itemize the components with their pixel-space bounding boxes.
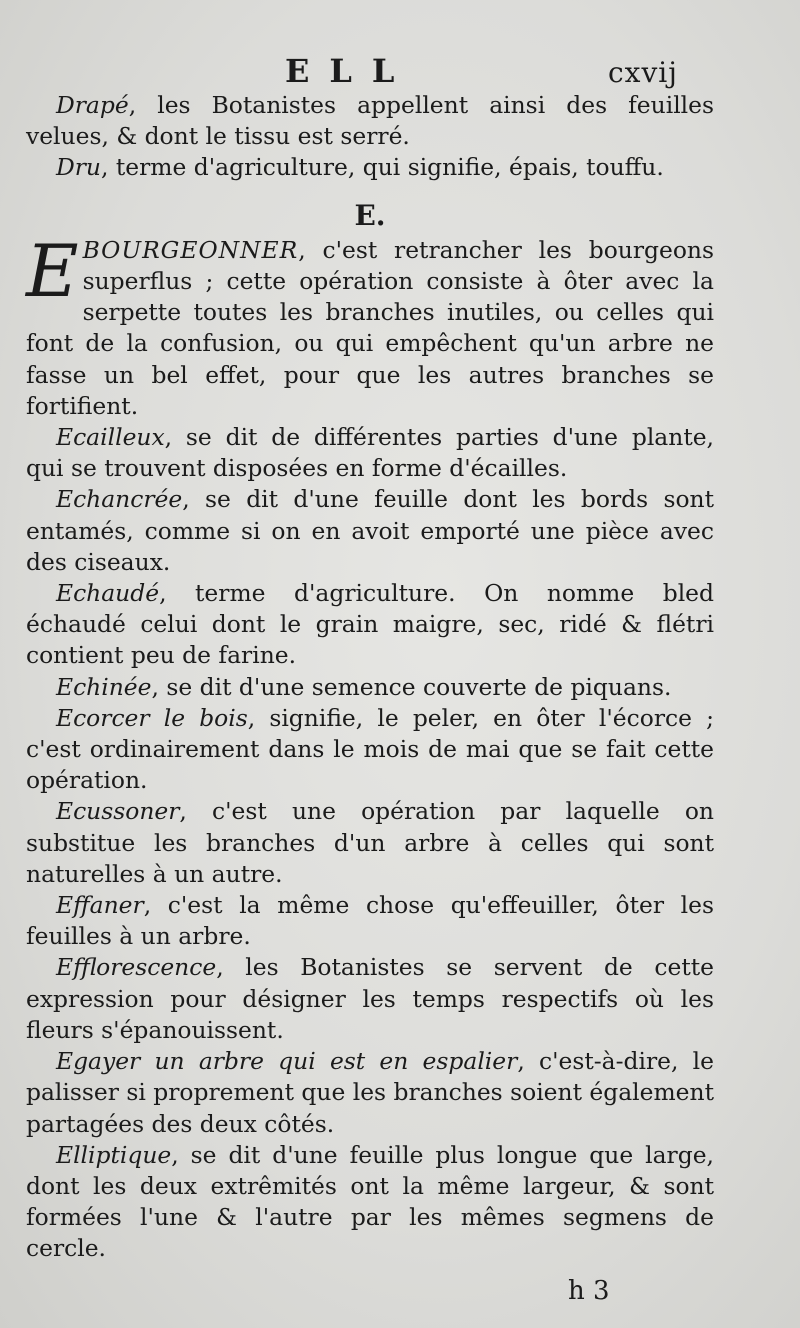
entry-text: , se dit d'une feuille dont les bords sont entamés, comme si on en avoit emporté une pièce avec des ciseaux. (26, 485, 714, 576)
entry-item (26, 952, 714, 1046)
entry-term: Ecorcer le bois (56, 703, 248, 732)
entry-term: Drapé (56, 91, 129, 119)
entry-text: , se dit de différentes parties d'une plante, qui se trouvent disposées en forme d'écailles. (26, 423, 714, 483)
entry-term: Ecailleux (56, 423, 165, 452)
entry-item (26, 578, 714, 672)
entry-item (26, 890, 714, 952)
entry-text: , terme d'agriculture. On nomme bled échaudé celui dont le grain maigre, sec, ridé & flétri contient peu de farine. (26, 579, 714, 670)
entry-text: , terme d'agriculture, qui signifie, épais, touffu. (101, 153, 664, 182)
entry-term: Echaudé (56, 579, 160, 608)
entry-text: , c'est la même chose qu'effeuiller, ôter les feuilles à un arbre. (26, 891, 714, 951)
entry-term: Egayer un arbre qui est en espalier (56, 1047, 518, 1076)
entry-term: Ecussoner (56, 797, 180, 826)
entry-term: Elliptique (56, 1140, 172, 1169)
entry-term: Dru (56, 153, 101, 182)
signature-mark: h 3 (568, 1276, 610, 1306)
entry-item (26, 672, 714, 703)
entry-item (26, 1046, 714, 1140)
entry-text: , c'est retrancher les bourgeons superflus ; cette opération consiste à ôter avec la serpette toutes les branches inutiles, ou celles qui font de la confusion, ou qui empêchent qu'un arbre ne fasse un bel effet, pour que les autres branches se fortifient. (26, 235, 714, 420)
entry-drape (26, 90, 714, 152)
entry-text: , les Botanistes se servent de cette expression pour désigner les temps respectifs où les fleurs s'épanouissent. (26, 953, 714, 1044)
page-number: cxvij (608, 56, 678, 89)
entry-term: Echancrée (56, 485, 183, 514)
entry-text: , c'est une opération par laquelle on substitue les branches d'un arbre à celles qui sont naturelles à un autre. (26, 797, 714, 888)
entry-term: BOURGEONNER (82, 235, 299, 264)
entry-term: Efflorescence (56, 953, 217, 982)
entry-text: , se dit d'une semence couverte de piquans. (151, 672, 672, 701)
entry-item (26, 703, 714, 797)
page-body (26, 90, 714, 1265)
entry-item (26, 1140, 714, 1265)
entry-text: , c'est-à-dire, le palisser si proprement que les branches soient également partagées des deux côtés. (26, 1047, 714, 1138)
entry-item (26, 796, 714, 890)
drop-cap: E (26, 228, 79, 313)
page-header (0, 52, 800, 92)
entry-text: , les Botanistes appellent ainsi des feuilles velues, & dont le tissu est serré. (26, 91, 714, 151)
entry-term: Effaner (56, 891, 144, 920)
entry-term: Echinée (56, 672, 152, 701)
entry-ebourgeonner (26, 228, 714, 422)
entry-dru (26, 152, 714, 183)
running-head: ELL (285, 52, 415, 90)
entry-item (26, 484, 714, 578)
entry-text: , se dit d'une feuille plus longue que large, dont les deux extrêmités ont la même largeur, & sont formées l'une & l'autre par les mêmes segmens de cercle. (26, 1140, 714, 1263)
entry-text: , signifie, le peler, en ôter l'écorce ; c'est ordinairement dans le mois de mai que se fait cette opération. (26, 703, 714, 795)
entry-item (26, 422, 714, 484)
section-heading: E. (354, 198, 386, 232)
